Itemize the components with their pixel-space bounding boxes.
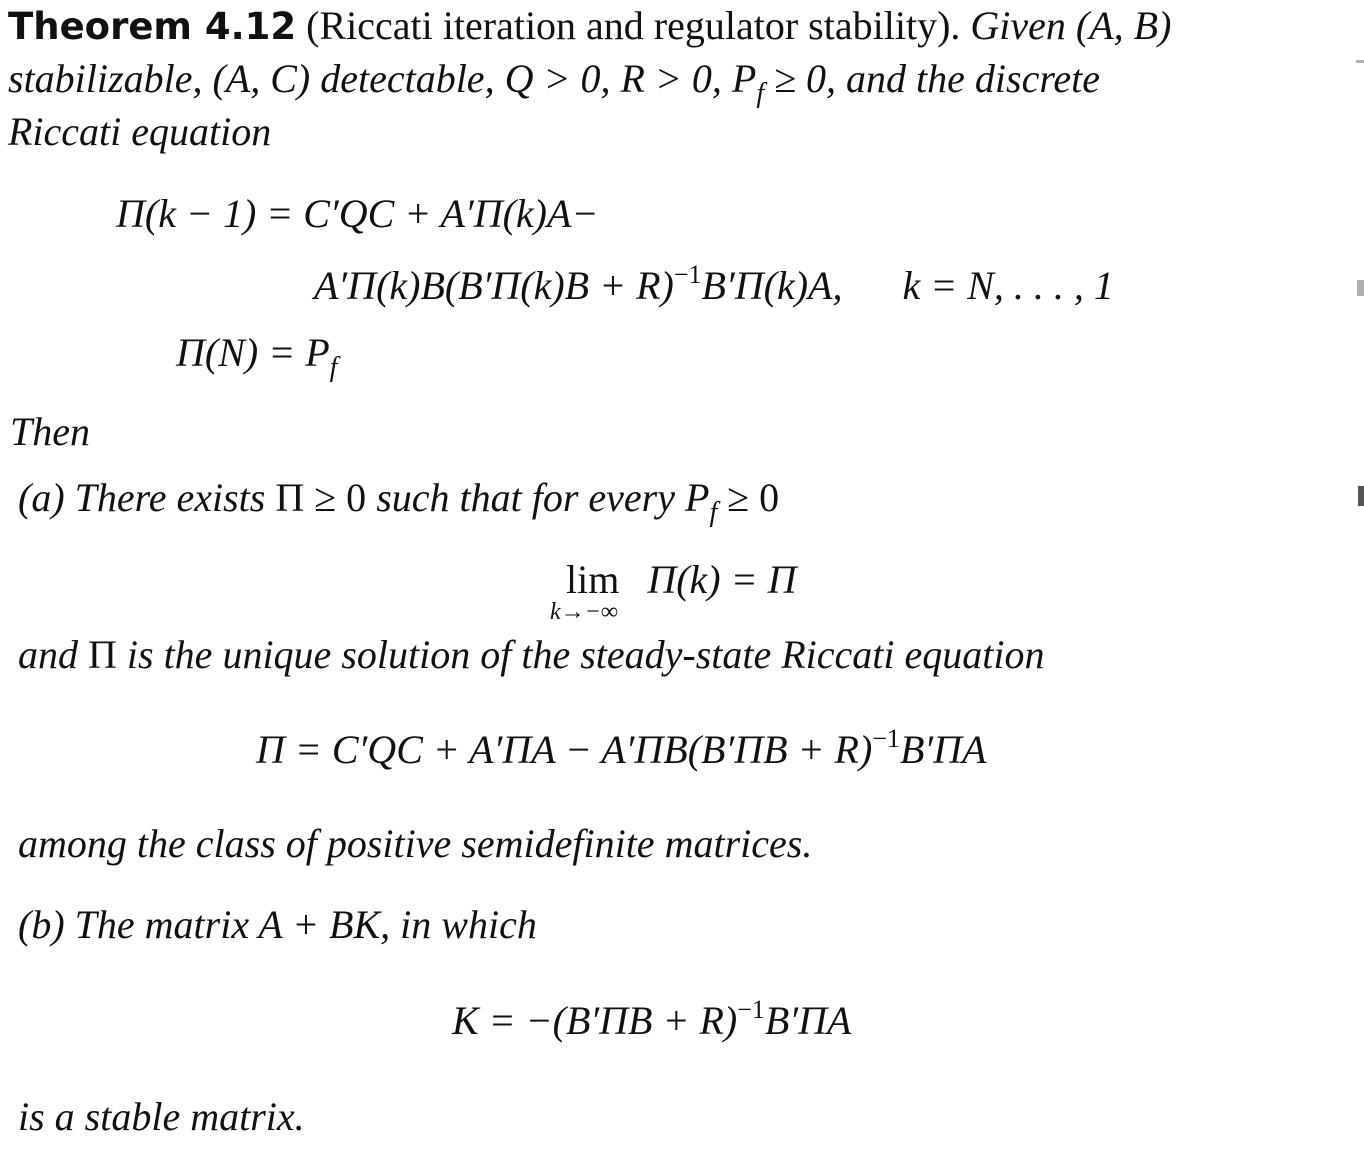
- limit-equation: lim k→−∞ Π(k) = Π: [550, 557, 797, 625]
- scan-artifact: [1358, 486, 1364, 506]
- limit-subscript: k→−∞: [550, 599, 618, 625]
- riccati-iteration-row2: $A'\Pi(k)B(B'\Pi(k)B + R)^{-1}B'\Pi(k)A$, k = N, . . . , 1: [314, 260, 1114, 308]
- stable-matrix-statement: is a stable matrix.: [18, 1094, 305, 1139]
- part-a-statement: (a) There exists Π ≥ 0 such that for every $P_f \ge 0$: [18, 475, 780, 528]
- terminal-condition: $\Pi(N) = P_f$: [176, 330, 338, 383]
- riccati-iteration-row1: Π(k − 1) = C′QC + A′Π(k)A−: [116, 191, 599, 236]
- part-b-statement: (b) The matrix A + BK, in which: [18, 902, 537, 947]
- theorem-intro-line2: stabilizable, (A, C) detectable, Q > 0, R > 0, $P_f \ge 0$, and the discrete: [8, 56, 1101, 109]
- semidefinite-class-statement: among the class of positive semidefinite matrices.: [18, 821, 813, 866]
- theorem-label: Theorem 4.12: [8, 5, 297, 48]
- gain-equation: $K = -(B'\Pi B + R)^{-1}B'\Pi A$: [452, 995, 852, 1043]
- scan-artifact: [1356, 60, 1364, 63]
- then-label: Then: [10, 409, 90, 454]
- steady-state-riccati: $\Pi = C'QC + A'\Pi A - A'\Pi B(B'\Pi B + R)^{-1}B'\Pi A$: [256, 724, 987, 772]
- scan-artifact: [1357, 280, 1364, 296]
- theorem-intro-line1: Given (A, B): [970, 3, 1172, 48]
- theorem-intro-line3: Riccati equation: [8, 109, 272, 154]
- uniqueness-statement: and Π is the unique solution of the steady-state Riccati equation: [18, 632, 1045, 677]
- theorem-title: (Riccati iteration and regulator stability).: [306, 3, 961, 48]
- riccati-index-range: k = N, . . . , 1: [902, 263, 1114, 308]
- limit-operator: lim: [566, 557, 620, 602]
- theorem-header-line: [8, 2, 1171, 51]
